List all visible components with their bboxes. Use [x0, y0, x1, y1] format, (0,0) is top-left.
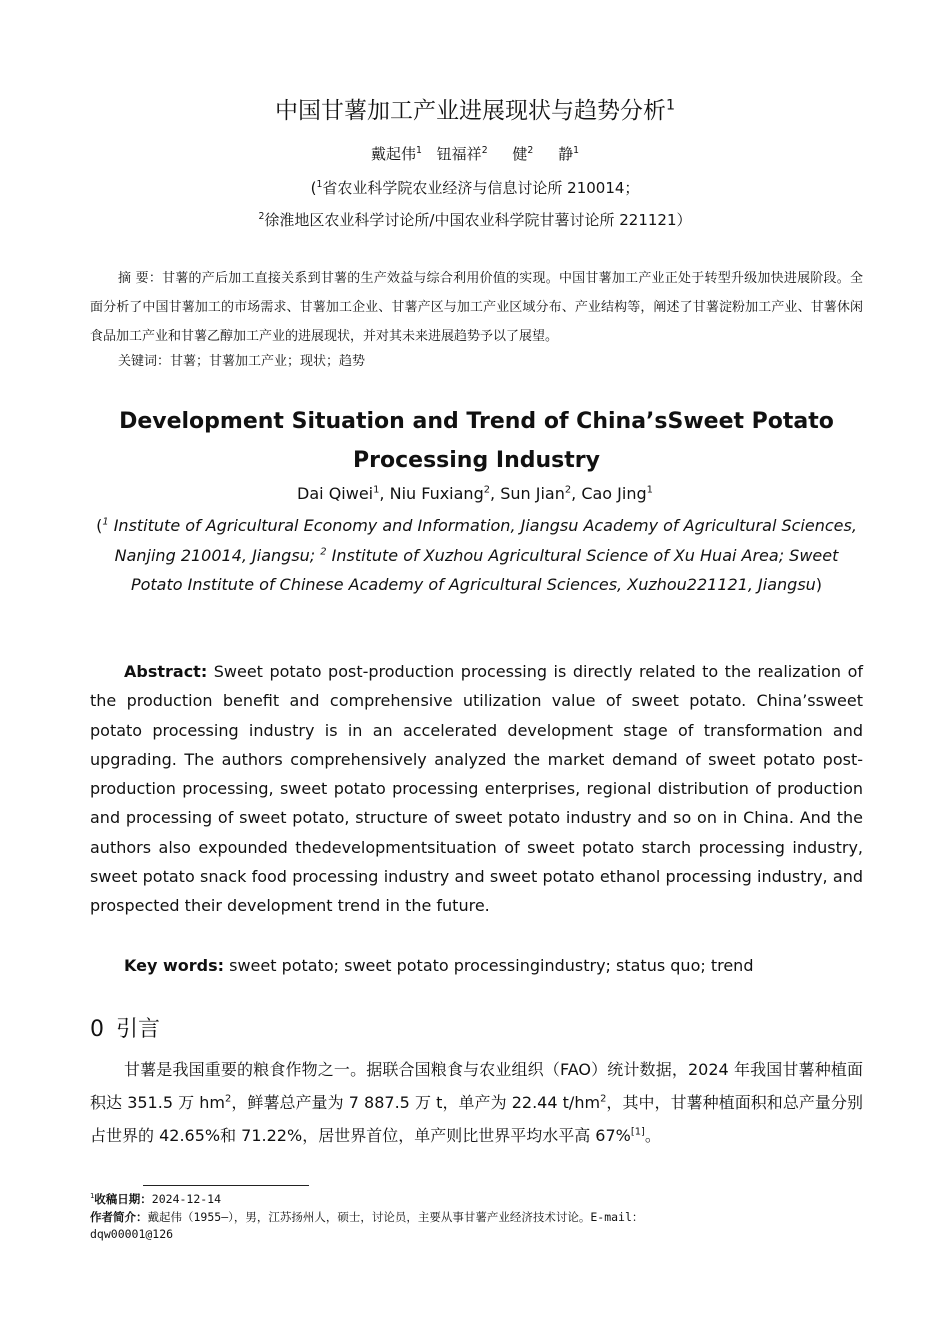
footnote-author: 作者简介：戴起伟（1955—），男，江苏扬州人，硕士，讨论员，主要从事甘薯产业经济技术讨论。E-mail：	[90, 1210, 644, 1224]
abstract-cn	[90, 264, 863, 351]
authors-en: Dai Qiwei$^1$, Niu Fuxiang$^2$, Sun Jian$^2$, Cao Jing$^1$	[297, 484, 653, 503]
author-cn: 静	[558, 145, 574, 163]
keywords-en: Key words: sweet potato; sweet potato processingindustry; status quo; trend	[124, 956, 754, 975]
affiliation-cn-1: ($^1$省农业科学院农业经济与信息讨论所 210014；	[310, 179, 640, 197]
author-en: Sun Jian	[500, 484, 565, 503]
intro-paragraph: 甘薯是我国重要的粮食作物之一。据联合国粮食与农业组织（FAO）统计数据，2024 年我国甘薯种植面积达 351.5 万 $hm^2$，鲜薯总产量为 7 887.5 万 t，单产为 22.44 $t/hm^2$，其中，甘薯种植面积和总产量分别占世界的 42.65%和 71.22%，居世界首位，单产则比世界平均水平高 67%[1]。	[90, 1060, 863, 1145]
author-cn: 钮福祥	[436, 145, 482, 163]
footnote-email[interactable]: dqw00001@126	[90, 1227, 174, 1241]
abstract-en-label: Abstract:	[124, 662, 208, 681]
author-en: Niu Fuxiang	[389, 484, 484, 503]
abstract-cn-text: 甘薯的产后加工直接关系到甘薯的生产效益与综合利用价值的实现。中国甘薯加工产业正处于转型升级加快进展阶段。全面分析了中国甘薯加工的市场需求、甘薯加工企业、甘薯产区与加工产业区域分布、产业结构等，阐述了甘薯淀粉加工产业、甘薯休闲食品加工产业和甘薯乙醇加工产业的进展现状，并对其未来进展趋势予以了展望。	[90, 271, 863, 344]
author-en: Cao Jing	[581, 484, 647, 503]
keywords-cn: 关键词：甘薯；甘薯加工产业；现状；趋势	[118, 354, 366, 369]
abstract-cn-label: 摘 要：	[118, 271, 163, 286]
author-cn: 健	[512, 145, 528, 163]
footnote-divider	[143, 1185, 309, 1186]
title-footnote-mark[interactable]: 1	[665, 97, 676, 114]
affiliation-en: ($^1$ Institute of Agricultural Economy and Information, Jiangsu Academy of Agricultural Sciences, Nanjing 210014, Jiangsu; $^2$ Institute of Xuzhou Agricultural Science of Xu Huai Area; Sweet Potato Institute of Chinese Academy of Agricultural Sciences, Xuzhou221121, Jiangsu)	[96, 516, 857, 594]
footnote-received: $^1$收稿日期：2024-12-14	[90, 1191, 222, 1206]
authors-cn: 戴起伟$^1$ 钮福祥$^2$ 健$^2$ 静$^1$	[370, 145, 580, 163]
abstract-en-text: Sweet potato post-production processing is directly related to the realization of the production benefit and comprehensive utilization value of sweet potato. China’ssweet potato processing industry is in an accelerated development stage of transformation and upgrading. The authors comprehensively analyzed the market demand of sweet potato post-production processing, sweet potato processing enterprises, regional distribution of production and processing of sweet potato, structure of sweet potato industry and so on in China. And the authors also expounded thedevelopmentsituation of sweet potato starch processing industry, sweet potato snack food processing industry and sweet potato ethanol processing industry, and prospected their development trend in the future.	[90, 662, 863, 916]
citation-link[interactable]: [1]	[630, 1126, 645, 1138]
abstract-en	[90, 657, 863, 921]
author-cn: 戴起伟	[370, 145, 416, 163]
title-cn: 中国甘薯加工产业进展现状与趋势分析$^1$	[274, 97, 676, 124]
affiliation-cn-2: $^2$徐淮地区农业科学讨论所/中国农业科学院甘薯讨论所 221121）	[258, 211, 692, 229]
title-en: Development Situation and Trend of China’sSweet Potato Processing Industry	[119, 409, 834, 473]
section-heading-introduction: 0 引言	[90, 1017, 161, 1042]
author-en: Dai Qiwei	[297, 484, 374, 503]
